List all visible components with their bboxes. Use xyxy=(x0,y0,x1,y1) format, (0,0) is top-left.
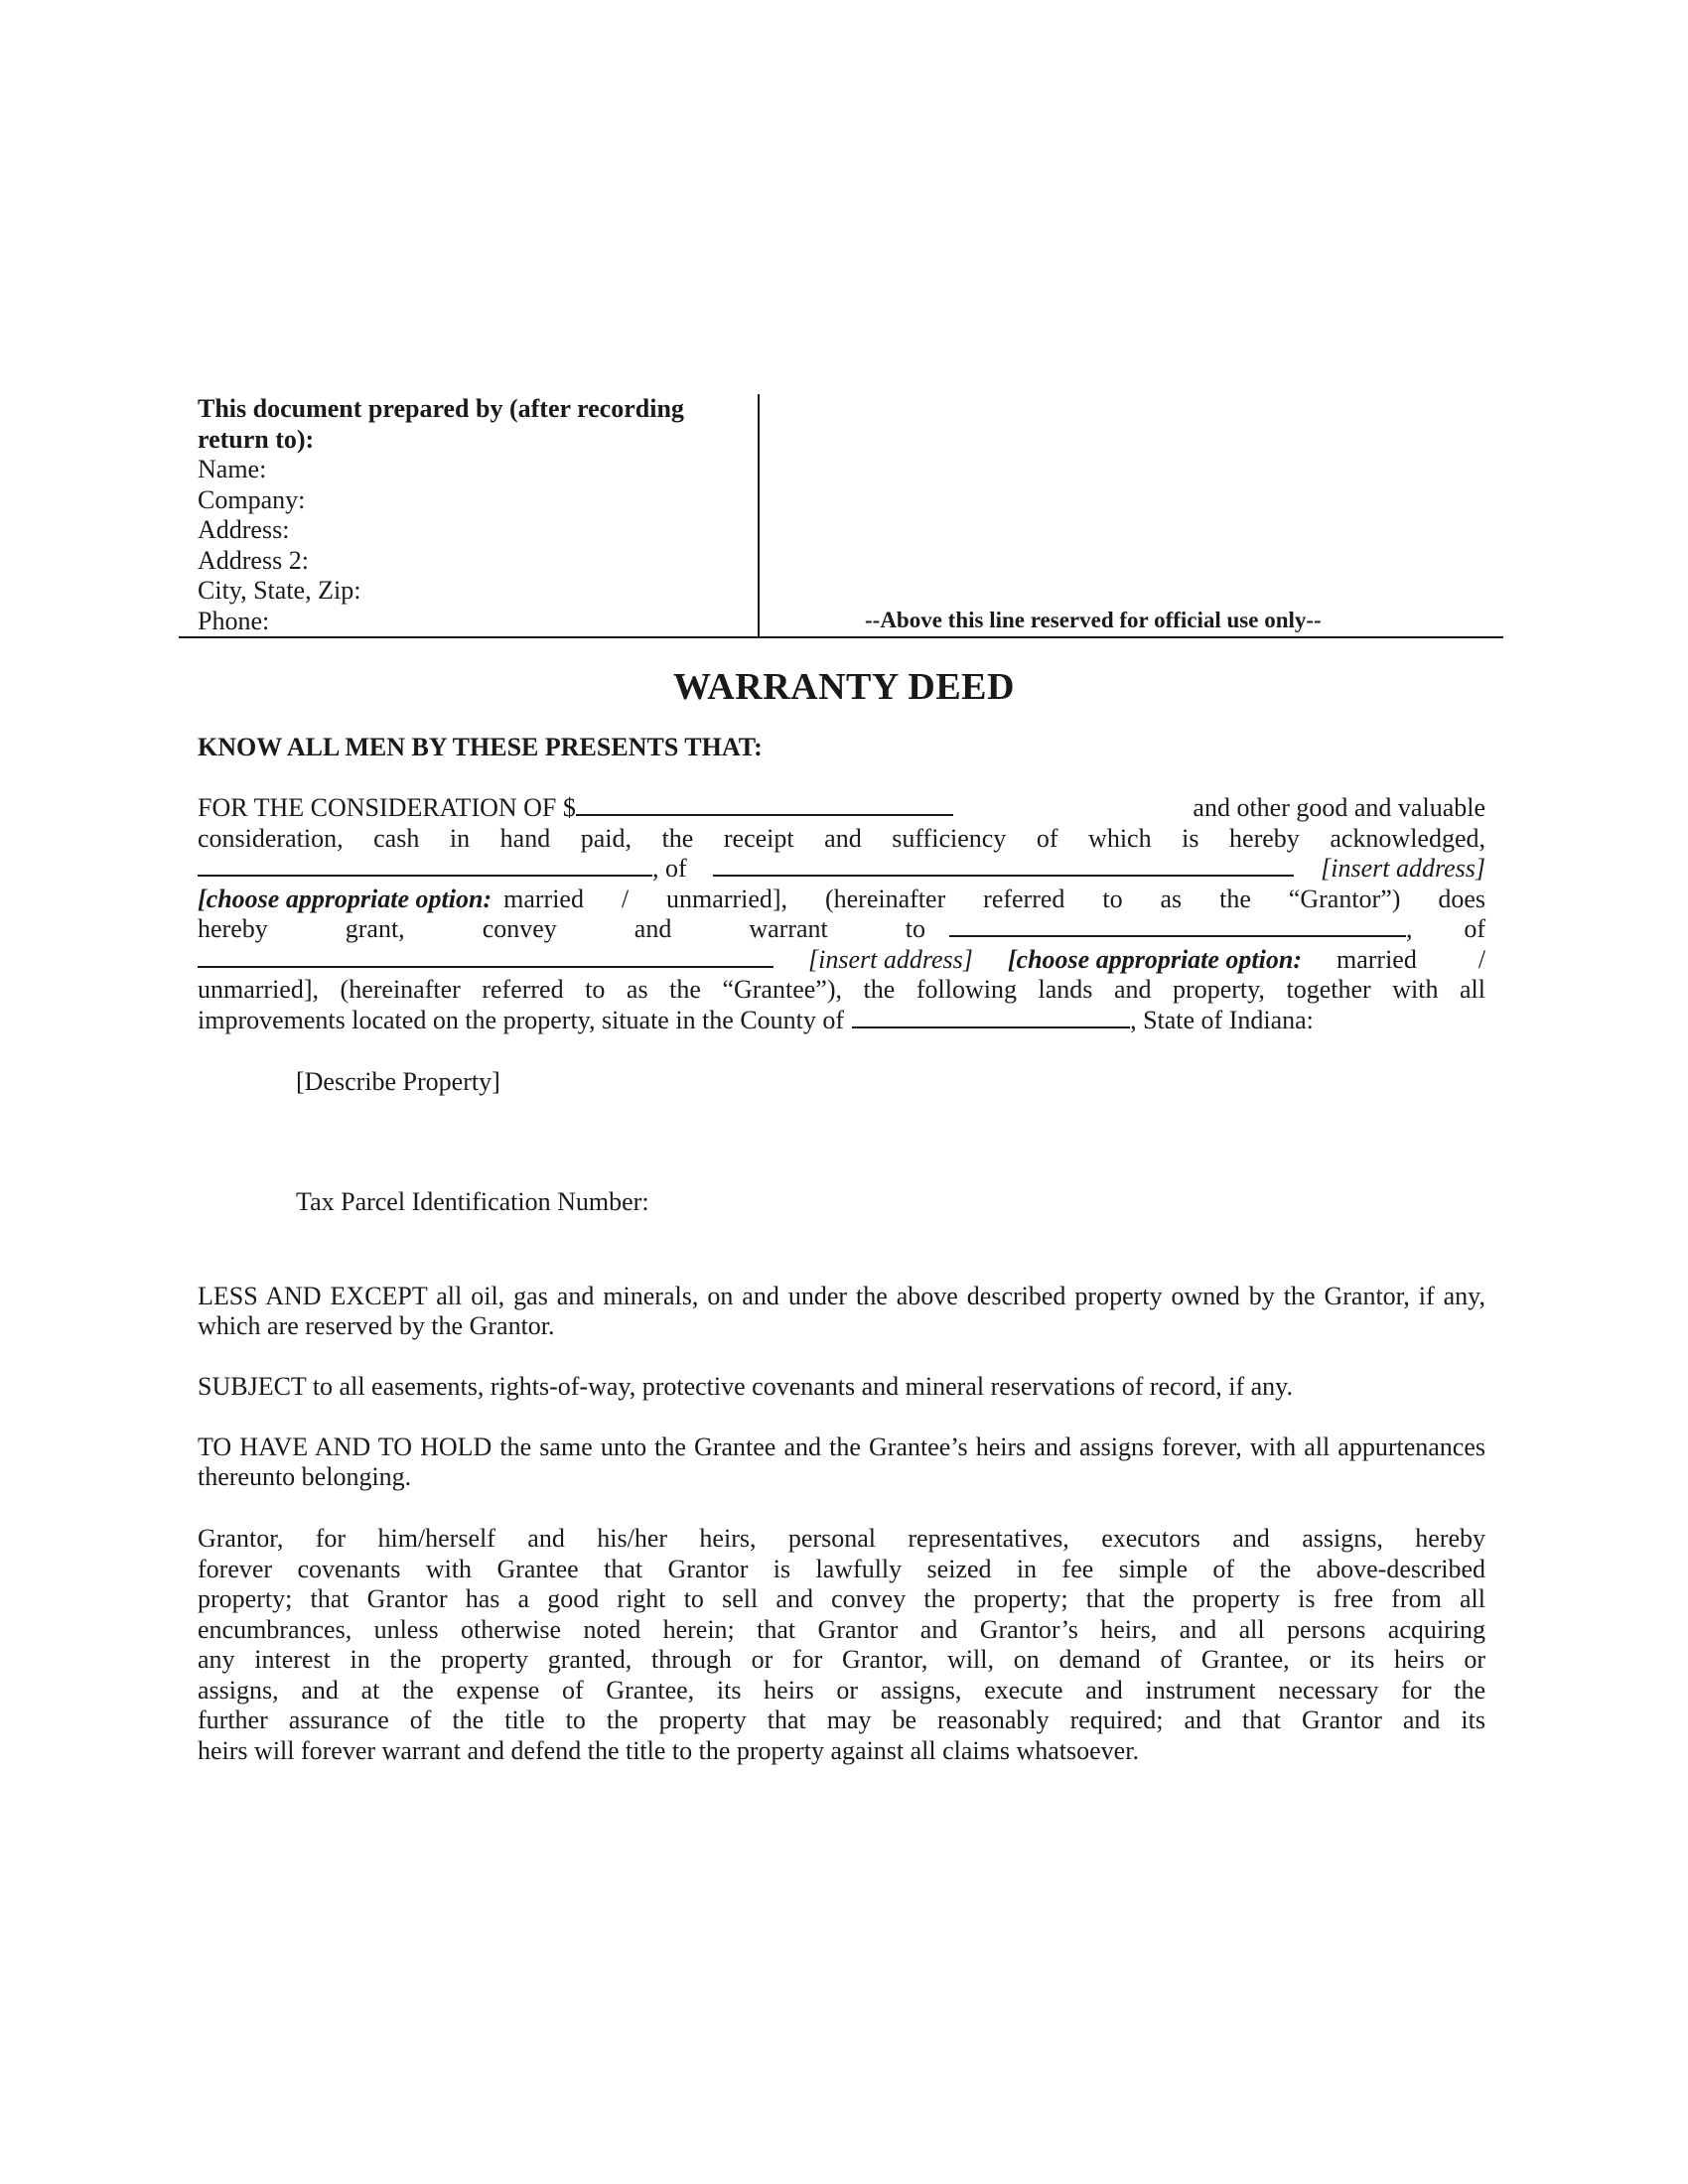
state-text: , State of Indiana: xyxy=(1130,1005,1314,1034)
consideration-line-6 xyxy=(198,945,1485,976)
consideration-label: FOR THE CONSIDERATION OF $ xyxy=(198,793,576,822)
consideration-line-8 xyxy=(198,1006,1485,1036)
phone-field: Phone: xyxy=(198,606,270,635)
insert-address-hint: [insert address] xyxy=(1321,854,1485,883)
county-blank xyxy=(852,1007,1130,1028)
reserved-note: --Above this line reserved for official use only-- xyxy=(865,608,1322,632)
of-text: , of xyxy=(652,854,687,883)
grantor-name-blank xyxy=(198,855,652,877)
city-state-zip-field: City, State, Zip: xyxy=(198,576,361,605)
covenant-line: any interest in the property granted, through or for Grantor, will, on demand of Grantee, or its heirs or xyxy=(198,1645,1485,1674)
insert-address-hint-2: [insert address] xyxy=(808,944,973,974)
covenant-line: assigns, and at the expense of Grantee, its heirs or assigns, execute and instrument necessary for the xyxy=(198,1675,1485,1705)
subject-to-paragraph: SUBJECT to all easements, rights-of-way, protective covenants and mineral reservations of record, if any. xyxy=(198,1372,1293,1401)
covenant-line: Grantor, for him/herself and his/her heirs, personal representatives, executors and assigns, hereby xyxy=(198,1524,1485,1553)
name-field: Name: xyxy=(198,455,267,483)
county-text: improvements located on the property, situate in the County of xyxy=(198,1005,845,1034)
consideration-line-1 xyxy=(198,793,1485,824)
grant-text: hereby grant, convey and warrant to xyxy=(198,914,925,943)
covenant-line: encumbrances, unless otherwise noted herein; that Grantor and Grantor’s heirs, and all persons acquiring xyxy=(198,1614,1485,1644)
consideration-line-3 xyxy=(198,854,1485,885)
covenant-line: forever covenants with Grantee that Grantor is lawfully seized in fee simple of the above-described xyxy=(198,1554,1485,1583)
consideration-amount-blank xyxy=(576,794,953,816)
covenant-line: heirs will forever warrant and defend the title to the property against all claims whatsoever. xyxy=(198,1735,1139,1765)
covenants-paragraph xyxy=(198,1524,1485,1766)
header-divider xyxy=(179,636,1503,638)
covenant-line: further assurance of the title to the property that may be reasonably required; and that Grantor and its xyxy=(198,1706,1485,1734)
less-and-except-paragraph: LESS AND EXCEPT all oil, gas and minerals, on and under the above described property owned by the Grantor, if any, which are reserved by the Grantor. xyxy=(198,1282,1485,1340)
grantor-address-blank xyxy=(713,855,1294,877)
married-text: married / xyxy=(1336,944,1485,974)
consideration-line-5 xyxy=(198,914,1485,945)
grantor-marital-text: married / unmarried], (hereinafter referred to as the “Grantor”) does xyxy=(503,884,1485,913)
document-title: WARRANTY DEED xyxy=(673,666,1015,708)
describe-property: [Describe Property] xyxy=(296,1067,500,1096)
grantee-name-blank xyxy=(949,915,1406,937)
prepared-by-label: This document prepared by (after recording return to): xyxy=(198,394,684,454)
consideration-line-4 xyxy=(198,885,1485,915)
habendum-paragraph: TO HAVE AND TO HOLD the same unto the Grantee and the Grantee’s heirs and assigns forever, with all appurtenances thereunto belonging. xyxy=(198,1433,1485,1491)
consideration-text: and other good and valuable xyxy=(1193,793,1485,822)
address-field: Address: xyxy=(198,515,290,544)
consideration-line-7 xyxy=(198,975,1485,1006)
tax-parcel-label: Tax Parcel Identification Number: xyxy=(296,1187,649,1216)
choose-option-hint-2: [choose appropriate option: xyxy=(1007,944,1302,974)
grantee-text: unmarried], (hereinafter referred to as the “Grantee”), the following lands and property, together with all xyxy=(198,975,1485,1004)
consideration-text-2: consideration, cash in hand paid, the receipt and sufficiency of which is hereby acknowledged, xyxy=(198,823,1485,853)
grantee-address-blank xyxy=(198,946,774,968)
address2-field: Address 2: xyxy=(198,545,309,575)
know-all-men-heading: KNOW ALL MEN BY THESE PRESENTS THAT: xyxy=(198,733,763,761)
covenant-line: property; that Grantor has a good right to sell and convey the property; that the property is free from all xyxy=(198,1584,1485,1613)
preparer-box xyxy=(198,394,760,636)
consideration-line-2 xyxy=(198,824,1485,855)
choose-option-hint: [choose appropriate option: xyxy=(198,884,492,913)
consideration-paragraph xyxy=(198,793,1485,1035)
of-text-2: , of xyxy=(1406,914,1485,943)
company-field: Company: xyxy=(198,484,306,514)
